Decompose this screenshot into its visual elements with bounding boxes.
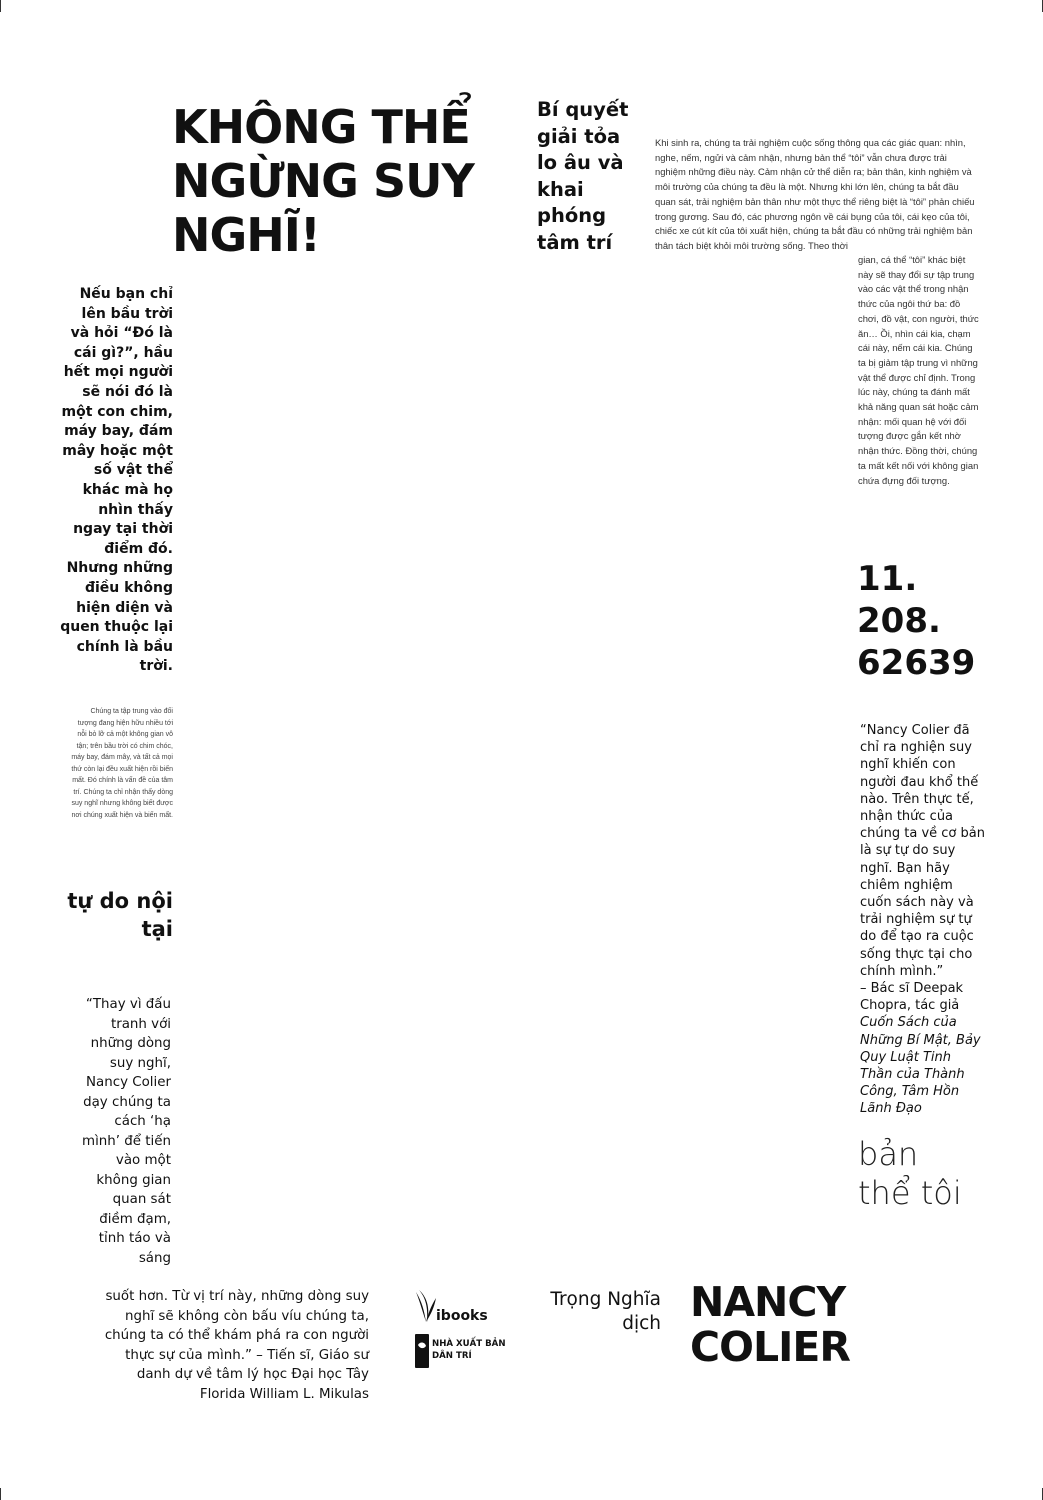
chopra-book-titles: Cuốn Sách của Những Bí Mật, Bảy Quy Luật Tinh Thần của Thành Công, Tâm Hồn Lãnh Đạo <box>860 1015 981 1117</box>
vibooks-logo-text: ibooks <box>436 1308 488 1324</box>
author-name: NANCY COLIER <box>690 1278 850 1371</box>
translator-credit: Trọng Nghĩa dịch <box>550 1289 661 1334</box>
ban-the-toi-text: bản thể tôi <box>858 1135 962 1212</box>
nxb-dan-tri-text: NHÀ XUẤT BẢN DÂN TRÍ <box>432 1339 506 1361</box>
isbn-line-2: 208. <box>857 601 941 641</box>
intro-paragraph: Khi sinh ra, chúng ta trải nghiệm cuộc sống thông qua các giác quan: nhìn, nghe, nếm, ngửi và cảm nhận, nhưng bản thể “tôi” vẫn chưa được trải nghiệm những điều này. Cảm nhận cử thể diễn ra; bản thân, kinh nghiệm và môi trường của chúng ta đều là một. Nhưng khi lớn lên, chúng ta bắt đầu quan sát, trải nghiệm bản thân như một thực thể riêng biệt là “tôi” phản chiếu trong gương. Sau đó, các phương ngôn về cái bụng của tôi, cái kẹo của tôi, chiếc xe cút kít của tôi xuất hiện, chúng ta bắt đầu có những trải nghiệm bản thân tách biệt khỏi môi trường sống. Theo thời <box>655 137 975 251</box>
chopra-attribution: – Bác sĩ Deepak Chopra, tác giả <box>860 981 964 1014</box>
sky-question-paragraph: Nếu bạn chỉ lên bầu trời và hỏi “Đó là cái gì?”, hầu hết mọi người sẽ nói đó là một con chim, máy bay, đám mây hoặc một số vật thể khác mà họ nhìn thấy ngay tại thời điểm đó. Nhưng những điều không hiện diện và quen thuộc lại chính là bầu trời. <box>60 286 173 675</box>
chopra-quote <box>860 722 985 1118</box>
crop-mark-bottom-left <box>0 1488 1 1500</box>
book-title: KHÔNG THỂ NGỪNG SUY NGHĨ! <box>172 100 474 262</box>
vibooks-logo <box>414 1288 504 1328</box>
isbn-line-1: 11. <box>857 559 918 599</box>
isbn-line-3: 62639 <box>857 643 976 683</box>
mikulas-quote-continued: suốt hơn. Từ vị trí này, những dòng suy nghĩ sẽ không còn bấu víu chúng ta, chúng ta có thể khám phá ra con người thực sự của mình.” – Tiến sĩ, Giáo sư danh dự về tâm lý học Đại học Tây Florida William L. Mikulas <box>104 1289 369 1402</box>
isbn-number <box>857 558 1007 684</box>
focus-paragraph: Chúng ta tập trung vào đối tượng đang hiện hữu nhiều tới nỗi bỏ lỡ cả một không gian vô tận; trên bầu trời có chim chóc, máy bay, đám mây, và tất cả mọi thứ còn lại đều xuất hiện rồi biến mất. Đó chính là vấn đề của tâm trí. Chúng ta chỉ nhận thấy dòng suy nghĩ nhưng không biết được nơi chúng xuất hiện và biến mất. <box>71 708 173 819</box>
crop-mark-top-left <box>0 0 1 12</box>
publisher-book-icon <box>414 1333 430 1369</box>
book-subtitle: Bí quyết giải tỏa lo âu và khai phóng tâm trí <box>537 98 629 254</box>
mikulas-quote: “Thay vì đấu tranh với những dòng suy nghĩ, Nancy Colier dạy chúng ta cách ‘hạ mình’ để tiến vào một không gian quan sát điềm đạm, tỉnh táo và sáng <box>82 997 171 1266</box>
intro-paragraph-continued: gian, cá thể “tôi” khác biệt này sẽ thay đổi sự tập trung vào các vật thể trong nhận thức của ngôi thứ ba: đồ chơi, đồ vật, con người, thức ăn… Ồi, nhìn cái kia, chạm cái này, nếm cái kia. Chúng ta bị giảm tập trung vì những vật thể được chỉ định. Trong lúc này, chúng ta đánh mất khả năng quan sát hoặc cảm nhận: mối quan hệ với đối tượng được gắn kết nhờ nhận thức. Đồng thời, chúng ta mất kết nối với không gian chứa đựng đối tượng. <box>858 254 979 486</box>
chopra-quote-text: “Nancy Colier đã chỉ ra nghiện suy nghĩ khiến con người đau khổ thế nào. Trên thực tế, nhận thức của chúng ta về cơ bản là sự tự do suy nghĩ. Bạn hãy chiêm nghiệm cuốn sách này và trải nghiệm sự tự do để tạo ra cuộc sống thực tại cho chính mình.” <box>860 723 985 979</box>
leaf-v-icon <box>414 1288 438 1326</box>
nxb-dan-tri-logo <box>414 1333 514 1369</box>
freedom-heading: tự do nội tại <box>67 889 173 941</box>
